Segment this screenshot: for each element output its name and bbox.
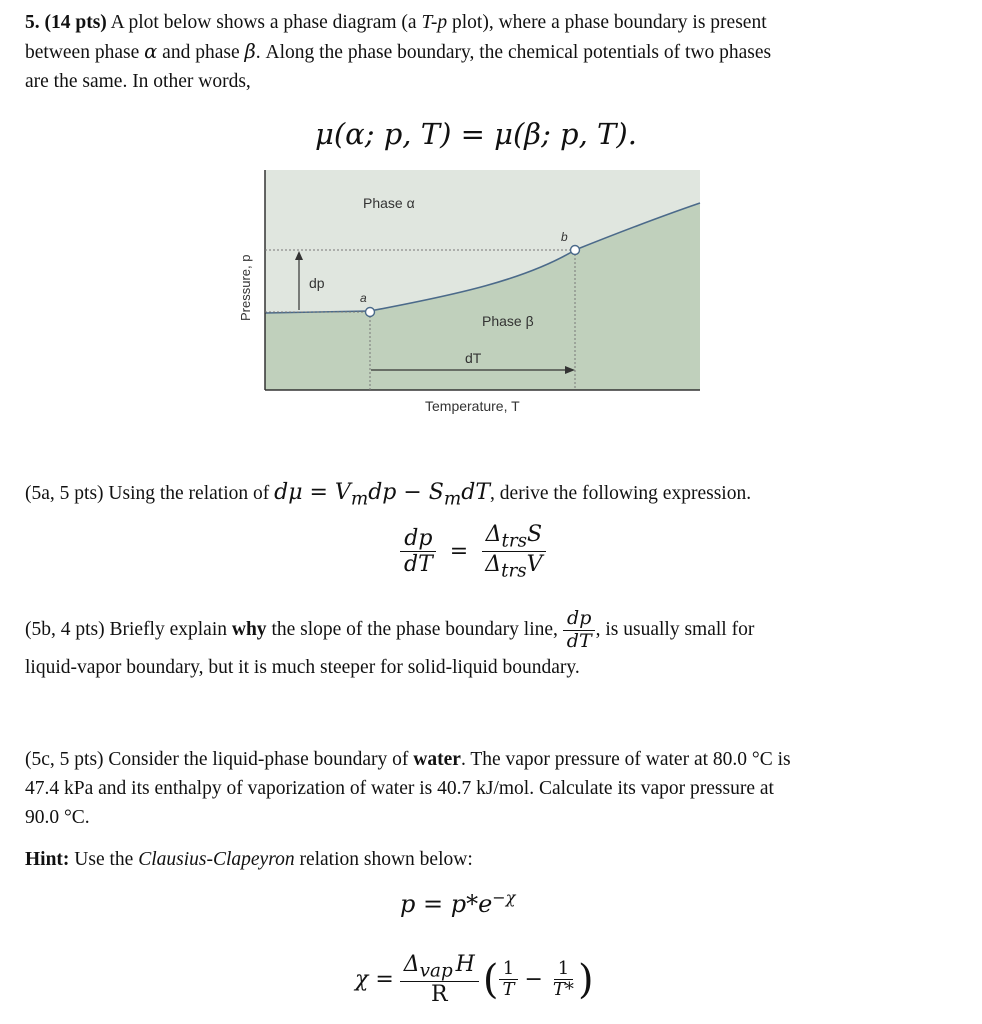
point-b-label: b (561, 230, 568, 244)
fraction-denominator: T* (552, 979, 574, 1001)
q5b-text: the slope of the phase boundary line, (271, 618, 558, 640)
why-emphasis: why (231, 618, 267, 640)
relation-part: dp − S (368, 480, 444, 505)
q5-text: and phase (162, 42, 240, 63)
fraction-numerator: 1 (499, 959, 518, 981)
fraction-numerator (400, 952, 479, 982)
alpha-symbol: α (144, 40, 158, 63)
vap-sub: vap (419, 960, 453, 982)
phase-beta-label: Phase β (482, 313, 534, 329)
fraction-numerator: 1 (554, 959, 573, 981)
fraction-denominator: dT (404, 552, 433, 578)
var: V (526, 552, 543, 578)
fraction-denominator: R (431, 982, 448, 1008)
q5a-prompt (25, 478, 955, 513)
q5b-prompt (25, 608, 955, 682)
q5-intro (25, 8, 955, 96)
q5a-relation (274, 480, 491, 510)
equation-exponent: −χ (492, 888, 516, 907)
water-emphasis: water (413, 749, 461, 770)
relation-name: Clausius-Clapeyron (138, 849, 295, 870)
y-axis-label: Pressure, p (238, 254, 253, 321)
q5c-text: . The vapor pressure of water at 80.0 °C is (460, 749, 791, 770)
one-over-Tstar (549, 959, 578, 1001)
chemical-potential-equation (315, 117, 637, 151)
x-axis-label: Temperature, T (425, 398, 520, 414)
q5b-text: , is usually small for (595, 618, 755, 640)
fraction-numerator (482, 522, 547, 552)
left-paren: ( (482, 956, 499, 1003)
relation-sub: m (350, 488, 369, 510)
fraction-denominator: dT (566, 629, 592, 652)
q5a-target-equation (400, 522, 547, 582)
hint-text: Use the (74, 849, 134, 870)
trs-fraction (481, 522, 546, 582)
relation-sub: m (443, 488, 462, 510)
trs-sub: trs (501, 560, 527, 582)
minus-sign: − (524, 967, 543, 993)
phase-alpha-label: Phase α (363, 195, 415, 211)
q5c-text: 90.0 °C. (25, 807, 90, 828)
slope-fraction (563, 608, 596, 653)
q5-number: 5. (25, 12, 40, 33)
trs-sub: trs (501, 530, 528, 552)
equation-main: p = p*e (400, 890, 493, 918)
equals-sign: = (449, 539, 469, 565)
hint-line (25, 845, 955, 874)
equation-eq: = (460, 117, 485, 151)
fraction-denominator: T (502, 979, 515, 1001)
var: H (455, 952, 475, 977)
q5-text: are the same. In other words, (25, 71, 251, 92)
chi-label: χ = (355, 967, 394, 993)
q5a-text: , derive the following expression. (490, 483, 752, 504)
dp-label: dp (309, 275, 325, 291)
var: S (527, 522, 543, 547)
dp-dT-fraction (400, 526, 437, 578)
clausius-clapeyron-equation (400, 888, 515, 918)
fraction-numerator: dp (400, 526, 436, 552)
tp-label: T-p (421, 12, 448, 33)
vapH-over-R (400, 952, 479, 1008)
q5b-text: liquid-vapor boundary, but it is much steeper for solid-liquid boundary. (25, 656, 580, 678)
point-b-marker (571, 246, 580, 255)
q5-text: plot), where a phase boundary is present (452, 12, 767, 33)
q5-text: between phase (25, 42, 140, 63)
point-a-marker (366, 308, 375, 317)
q5-points: (14 pts) (44, 12, 107, 33)
right-paren: ) (577, 956, 594, 1003)
q5a-label: (5a, 5 pts) Using the relation of (25, 483, 270, 504)
q5b-label: (5b, 4 pts) Briefly explain (25, 618, 227, 640)
beta-symbol: β (244, 40, 256, 63)
q5c-text: 47.4 kPa and its enthalpy of vaporization of water is 40.7 kJ/mol. Calculate its vapor pressure at (25, 778, 774, 799)
q5c-label: (5c, 5 pts) Consider the liquid-phase boundary of (25, 749, 409, 770)
q5-text: A plot below shows a phase diagram (a (110, 12, 417, 33)
delta: Δ (485, 552, 502, 578)
fraction-denominator (481, 552, 546, 581)
phase-diagram (225, 165, 715, 425)
equation-lhs: μ(α; p, T) (315, 117, 452, 151)
delta: Δ (485, 522, 502, 547)
equation-rhs: μ(β; p, T). (494, 117, 637, 151)
hint-label: Hint: (25, 849, 70, 870)
fraction-numerator: dp (563, 608, 595, 631)
one-over-T (498, 959, 518, 1001)
q5-text: . Along the phase boundary, the chemical potentials of two phases (255, 42, 772, 63)
dT-label: dT (465, 350, 482, 366)
delta: Δ (403, 952, 420, 977)
relation-part: dμ = V (274, 480, 351, 505)
point-a-label: a (360, 291, 367, 305)
hint-text: relation shown below: (299, 849, 473, 870)
chi-equation (355, 952, 594, 1008)
relation-part: dT (461, 480, 491, 505)
q5c-prompt (25, 745, 955, 832)
